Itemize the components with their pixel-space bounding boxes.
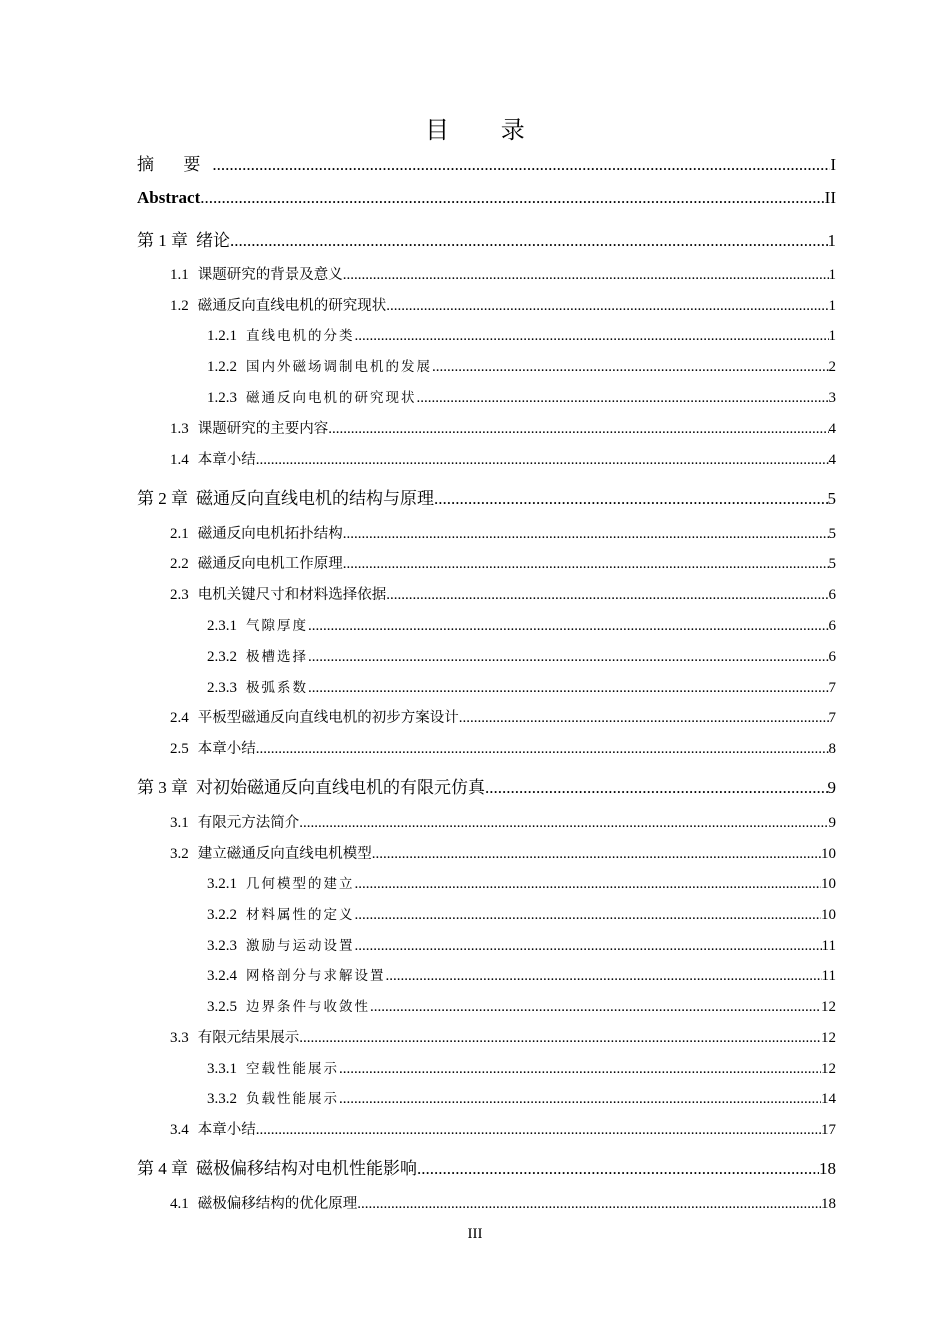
toc-entry-page: 12	[821, 999, 836, 1015]
toc-dot-leader	[355, 876, 822, 893]
toc-dot-leader	[308, 680, 829, 697]
toc-entry-page: 2	[828, 359, 836, 375]
toc-entry-title: 有限元结果展示	[197, 1030, 300, 1046]
toc-entry-title: 激励与运动设置	[246, 938, 355, 954]
toc-entry[interactable]	[170, 448, 836, 469]
toc-entry[interactable]	[170, 552, 836, 573]
toc-entry-title: 本章小结	[197, 452, 256, 468]
toc-dot-leader	[256, 741, 829, 758]
toc-entry-number: 第 1 章	[137, 231, 188, 250]
toc-entry-number: 2.5	[170, 741, 189, 757]
toc-entry-page: 10	[821, 876, 836, 892]
toc-dot-leader	[432, 359, 829, 376]
toc-entry[interactable]	[170, 1192, 836, 1213]
toc-dot-leader	[299, 815, 828, 832]
toc-entry-number: 3.1	[170, 815, 189, 831]
toc-dot-leader	[339, 1091, 821, 1108]
toc-title: 目 录	[425, 116, 547, 144]
toc-dot-leader	[343, 267, 829, 284]
toc-entry-number: 第 2 章	[137, 489, 188, 508]
toc-entry-page: 17	[821, 1122, 836, 1138]
toc-entry-title: 负载性能展示	[246, 1091, 339, 1107]
toc-entry-page: 7	[828, 710, 836, 726]
toc-entry-number: 3.2	[170, 846, 189, 862]
toc-entry-title: 磁极偏移结构的优化原理	[197, 1196, 358, 1212]
toc-entry-page: 9	[828, 815, 836, 831]
toc-entry[interactable]	[137, 484, 836, 509]
toc-entry-number: 2.3.2	[207, 649, 237, 665]
toc-entry-page: 1	[828, 267, 836, 283]
toc-entry-page: 6	[828, 587, 836, 603]
toc-entry-number: 2.1	[170, 526, 189, 542]
toc-dot-leader	[256, 1122, 821, 1139]
toc-entry[interactable]	[207, 934, 836, 955]
toc-entry-title: 极弧系数	[246, 680, 308, 696]
toc-dot-leader	[339, 1061, 821, 1078]
toc-entry-title: 磁通反向电机的研究现状	[246, 390, 417, 406]
toc-entry-title: 对初始磁通反向直线电机的有限元仿真	[196, 778, 485, 798]
page-number: III	[467, 1226, 483, 1242]
toc-entry-page: 5	[828, 526, 836, 542]
toc-dot-leader	[200, 188, 824, 208]
toc-entry[interactable]	[170, 417, 836, 438]
toc-entry-number: 3.4	[170, 1122, 189, 1138]
toc-entry-page: 11	[821, 968, 836, 984]
toc-entry-page: 4	[828, 452, 836, 468]
toc-entry-number: 3.2.3	[207, 938, 237, 954]
toc-dot-leader	[355, 328, 829, 345]
toc-entry[interactable]	[207, 645, 836, 666]
toc-entry-title: 气隙厚度	[246, 618, 308, 634]
toc-dot-leader	[308, 618, 829, 635]
toc-entry-title: 摘 要	[137, 155, 213, 175]
toc-entry-number: 1.2.1	[207, 328, 237, 344]
toc-entry-page: 18	[821, 1196, 836, 1212]
toc-entry[interactable]	[170, 706, 836, 727]
toc-entry-title: 有限元方法简介	[197, 815, 300, 831]
toc-entry-number: 第 4 章	[137, 1159, 188, 1178]
toc-entry[interactable]	[207, 995, 836, 1016]
toc-dot-leader	[355, 938, 822, 955]
toc-entry-title: 国内外磁场调制电机的发展	[246, 359, 432, 375]
toc-entry-title: 直线电机的分类	[246, 328, 355, 344]
toc-entry-page: 12	[821, 1030, 836, 1046]
toc-entry-number: 3.3	[170, 1030, 189, 1046]
toc-entry-number: 3.3.2	[207, 1091, 237, 1107]
toc-dot-leader	[212, 155, 830, 175]
toc-dot-leader	[357, 1196, 821, 1213]
toc-entry[interactable]	[207, 676, 836, 697]
toc-entry-title: 边界条件与收敛性	[246, 999, 370, 1015]
toc-entry-page: 3	[828, 390, 836, 406]
toc-entry-page: II	[824, 188, 836, 207]
toc-entry-title: Abstract	[137, 188, 201, 207]
toc-entry[interactable]	[137, 188, 836, 208]
toc-entry-title: 几何模型的建立	[246, 876, 355, 892]
toc-dot-leader	[299, 1030, 821, 1047]
toc-dot-leader	[230, 231, 828, 251]
toc-dot-leader	[343, 556, 829, 573]
toc-entry-page: 8	[828, 741, 836, 757]
toc-entry[interactable]	[137, 773, 836, 798]
toc-dot-leader	[417, 1159, 819, 1179]
toc-entry-page: 9	[827, 778, 836, 797]
toc-entry-number: 2.2	[170, 556, 189, 572]
toc-entry-title: 本章小结	[197, 1122, 256, 1138]
toc-entry-number: 3.2.5	[207, 999, 237, 1015]
toc-entry-page: 18	[819, 1159, 836, 1178]
toc-entry[interactable]	[170, 811, 836, 832]
toc-entry-title: 磁通反向电机工作原理	[197, 556, 343, 572]
toc-entry[interactable]	[170, 1026, 836, 1047]
toc-dot-leader	[370, 999, 821, 1016]
toc-entry-number: 2.3	[170, 587, 189, 603]
toc-entry-page: 1	[828, 298, 836, 314]
toc-entry-page: 5	[827, 489, 836, 508]
toc-entry[interactable]	[170, 263, 836, 284]
toc-entry[interactable]	[170, 583, 836, 604]
toc-entry-page: 6	[828, 618, 836, 634]
toc-entry[interactable]	[137, 1154, 836, 1179]
toc-entry-number: 1.4	[170, 452, 189, 468]
toc-entry-number: 3.3.1	[207, 1061, 237, 1077]
toc-entry-number: 第 3 章	[137, 778, 188, 797]
toc-dot-leader	[343, 526, 829, 543]
toc-entry-number: 1.2	[170, 298, 189, 314]
toc-entry-number: 3.2.4	[207, 968, 237, 984]
toc-entry-number: 3.2.1	[207, 876, 237, 892]
toc-entry-title: 建立磁通反向直线电机模型	[197, 846, 372, 862]
toc-entry-page: 7	[828, 680, 836, 696]
toc-entry-page: 6	[828, 649, 836, 665]
toc-entry-page: 12	[821, 1061, 836, 1077]
toc-dot-leader	[308, 649, 829, 666]
toc-entry[interactable]	[137, 226, 836, 251]
toc-entry-page: 1	[828, 328, 836, 344]
toc-dot-leader	[417, 390, 829, 407]
toc-entry-title: 本章小结	[197, 741, 256, 757]
toc-entry-title: 磁极偏移结构对电机性能影响	[196, 1159, 417, 1179]
toc-entry-page: 11	[821, 938, 836, 954]
toc-entry[interactable]	[207, 964, 836, 985]
toc-entry-title: 课题研究的主要内容	[197, 421, 329, 437]
toc-entry[interactable]	[207, 324, 836, 345]
toc-entry-title: 磁通反向直线电机的结构与原理	[196, 489, 434, 509]
toc-entry-number: 2.3.1	[207, 618, 237, 634]
toc-entry-title: 电机关键尺寸和材料选择依据	[197, 587, 387, 603]
toc-entry-title: 磁通反向电机拓扑结构	[197, 526, 343, 542]
toc-dot-leader	[434, 489, 828, 509]
toc-entry[interactable]	[137, 150, 836, 175]
toc-entry-page: 10	[821, 846, 836, 862]
toc-dot-leader	[328, 421, 828, 438]
toc-entry-title: 网格剖分与求解设置	[246, 968, 386, 984]
toc-entry[interactable]	[170, 737, 836, 758]
toc-entry-number: 3.2.2	[207, 907, 237, 923]
toc-dot-leader	[459, 710, 829, 727]
toc-entry-number: 1.3	[170, 421, 189, 437]
toc-entry-page: I	[830, 155, 836, 174]
toc-entry[interactable]	[207, 872, 836, 893]
toc-entry-number: 2.3.3	[207, 680, 237, 696]
toc-entry[interactable]	[170, 1118, 836, 1139]
toc-entry-title: 材料属性的定义	[246, 907, 355, 923]
toc-entry-number: 1.2.3	[207, 390, 237, 406]
toc-entry-page: 1	[827, 231, 836, 250]
toc-entry[interactable]	[207, 614, 836, 635]
toc-entry-page: 5	[828, 556, 836, 572]
toc-entry-title: 课题研究的背景及意义	[197, 267, 343, 283]
toc-entry[interactable]	[207, 903, 836, 924]
toc-entry-title: 空载性能展示	[246, 1061, 339, 1077]
toc-entry-page: 10	[821, 907, 836, 923]
toc-entry[interactable]	[207, 386, 836, 407]
toc-entry[interactable]	[170, 294, 836, 315]
toc-entry-page: 4	[828, 421, 836, 437]
toc-dot-leader	[386, 298, 828, 315]
toc-entry-title: 磁通反向直线电机的研究现状	[197, 298, 387, 314]
toc-entry[interactable]	[207, 355, 836, 376]
toc-dot-leader	[386, 587, 828, 604]
toc-dot-leader	[485, 778, 828, 798]
toc-entry-number: 2.4	[170, 710, 189, 726]
toc-entry-title: 绪论	[196, 231, 230, 251]
toc-dot-leader	[372, 846, 821, 863]
toc-entry-number: 1.1	[170, 267, 189, 283]
toc-entry-page: 14	[821, 1091, 836, 1107]
toc-dot-leader	[256, 452, 829, 469]
toc-entry[interactable]	[170, 842, 836, 863]
toc-dot-leader	[386, 968, 822, 985]
toc-entry-number: 4.1	[170, 1196, 189, 1212]
toc-entry[interactable]	[170, 522, 836, 543]
toc-entry[interactable]	[207, 1087, 836, 1108]
toc-entry[interactable]	[207, 1057, 836, 1078]
toc-dot-leader	[355, 907, 822, 924]
toc-entry-number: 1.2.2	[207, 359, 237, 375]
toc-entry-title: 平板型磁通反向直线电机的初步方案设计	[197, 710, 459, 726]
toc-entry-title: 极槽选择	[246, 649, 308, 665]
